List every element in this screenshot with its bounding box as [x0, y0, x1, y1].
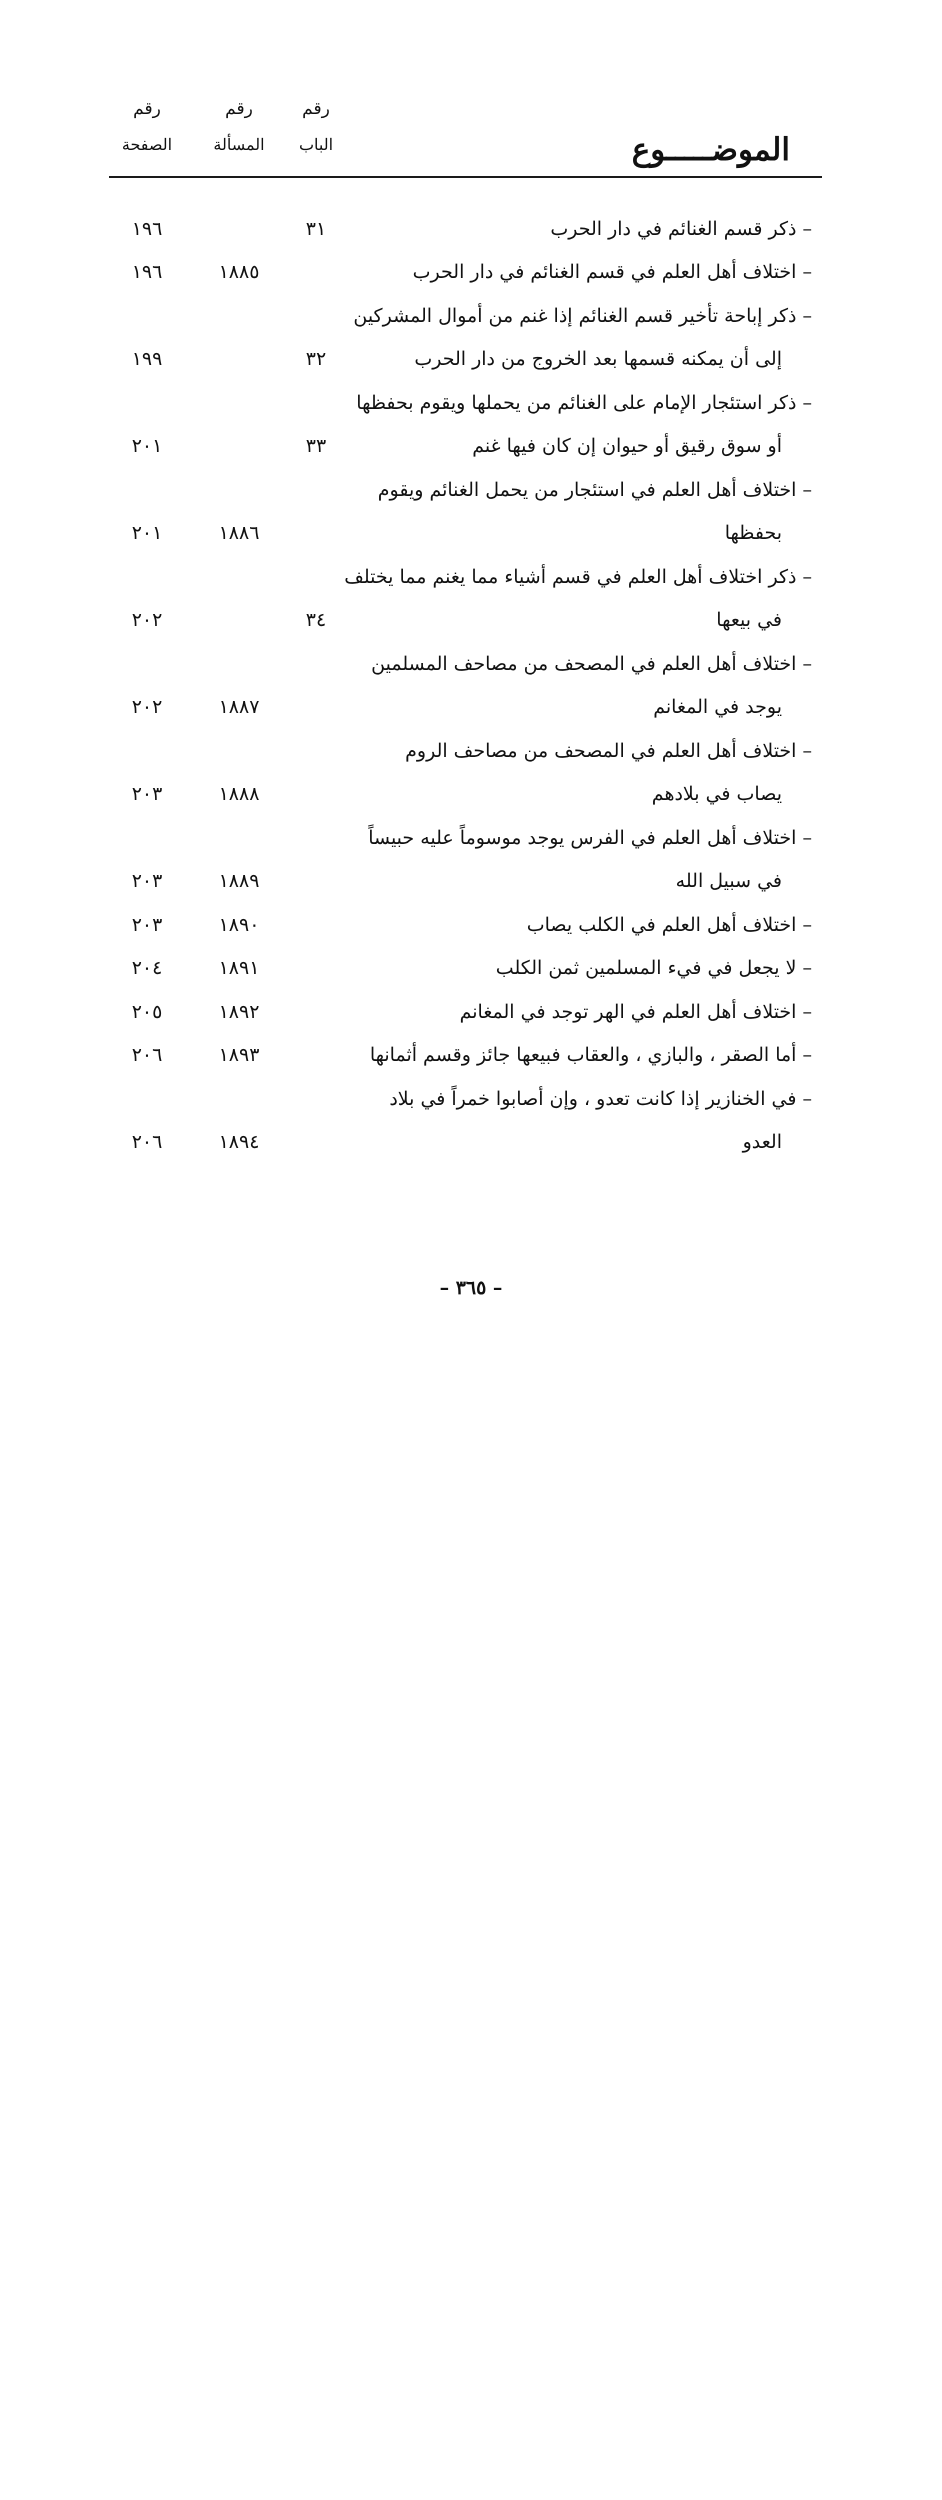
entry-text: – اختلاف أهل العلم في الهر توجد في المغانم — [459, 1001, 812, 1023]
page-number: ٢٠١ — [131, 522, 163, 544]
issue-number: ١٨٨٨ — [218, 783, 260, 805]
entry-text: – اختلاف أهل العلم في الفرس يوجد موسوماً عليه حبيساً — [368, 827, 812, 849]
entry-text: – أما الصقر ، والبازي ، والعقاب فبيعها جائز وقسم أثمانها — [369, 1044, 812, 1066]
page-number: ٢٠٣ — [131, 870, 163, 892]
entry-text: – ذكر اختلاف أهل العلم في قسم أشياء مما يغنم مما يختلف — [344, 566, 812, 588]
table-row — [0, 295, 942, 337]
issue-number: ١٨٩٣ — [218, 1044, 260, 1066]
entry-text: – في الخنازير إذا كانت تعدو ، وإن أصابوا خمراً في بلاد — [389, 1088, 812, 1110]
entry-text: في سبيل الله — [675, 870, 782, 892]
issue-number: ١٨٨٦ — [218, 522, 260, 544]
entry-text: – اختلاف أهل العلم في قسم الغنائم في دار الحرب — [412, 261, 812, 283]
table-row — [0, 730, 942, 772]
page-number: ١٩٦ — [131, 261, 163, 283]
entry-text: العدو — [742, 1131, 782, 1153]
page-number: ٢٠٥ — [131, 1001, 163, 1023]
entry-text: بحفظها — [724, 522, 782, 544]
page-footer-number: – ٣٦٥ – — [439, 1277, 503, 1299]
table-row — [0, 1121, 942, 1163]
table-row — [0, 817, 942, 859]
subject-heading: الموضـــــوع — [631, 132, 790, 168]
entry-text: – لا يجعل في فيء المسلمين ثمن الكلب — [495, 957, 812, 979]
table-row — [0, 860, 942, 902]
issue-number: ١٨٩١ — [218, 957, 260, 979]
header-divider — [109, 176, 822, 178]
header-chapter-bottom: الباب — [298, 135, 334, 154]
page-number: ٢٠٦ — [131, 1131, 163, 1153]
entry-text: – ذكر إباحة تأخير قسم الغنائم إذا غنم من أموال المشركين — [353, 305, 812, 327]
page-number: ٢٠٤ — [131, 957, 163, 979]
chapter-number: ٣٤ — [305, 609, 327, 631]
page-number: ١٩٩ — [131, 348, 163, 370]
entry-text: يوجد في المغانم — [653, 696, 782, 718]
header-chapter-column — [286, 96, 346, 158]
table-row — [0, 425, 942, 467]
entry-text: – اختلاف أهل العلم في المصحف من مصاحف الروم — [405, 740, 812, 762]
table-row — [0, 599, 942, 641]
page-number: ٢٠٢ — [131, 609, 163, 631]
page-number: ٢٠٢ — [131, 696, 163, 718]
table-row — [0, 338, 942, 380]
header-page-column — [112, 96, 182, 158]
table-row — [0, 991, 942, 1033]
page-number: ١٩٦ — [131, 218, 163, 240]
entry-text: يصاب في بلادهم — [651, 783, 782, 805]
header-chapter-top: رقم — [302, 99, 330, 119]
table-row — [0, 1034, 942, 1076]
chapter-number: ٣١ — [305, 218, 327, 240]
issue-number: ١٨٨٧ — [218, 696, 260, 718]
entry-text: – ذكر استئجار الإمام على الغنائم من يحملها ويقوم بحفظها — [356, 392, 812, 414]
table-row — [0, 208, 942, 250]
page-number: ٢٠٦ — [131, 1044, 163, 1066]
table-row — [0, 469, 942, 511]
entry-text: أو سوق رقيق أو حيوان إن كان فيها غنم — [472, 435, 782, 457]
page-number: ٢٠١ — [131, 435, 163, 457]
table-row — [0, 686, 942, 728]
chapter-number: ٣٢ — [305, 348, 327, 370]
issue-number: ١٨٩٠ — [218, 914, 260, 936]
entry-text: – اختلاف أهل العلم في استئجار من يحمل الغنائم ويقوم — [377, 479, 812, 501]
table-row — [0, 643, 942, 685]
header-issue-column — [198, 96, 280, 158]
table-row — [0, 556, 942, 598]
table-row — [0, 904, 942, 946]
chapter-number: ٣٣ — [305, 435, 327, 457]
table-row — [0, 1078, 942, 1120]
table-row — [0, 947, 942, 989]
table-row — [0, 512, 942, 554]
entry-text: إلى أن يمكنه قسمها بعد الخروج من دار الحرب — [414, 348, 782, 370]
issue-number: ١٨٨٥ — [218, 261, 260, 283]
issue-number: ١٨٨٩ — [218, 870, 260, 892]
issue-number: ١٨٩٢ — [218, 1001, 260, 1023]
entry-text: – اختلاف أهل العلم في الكلب يصاب — [526, 914, 812, 936]
page-number: ٢٠٣ — [131, 914, 163, 936]
entry-text: في بيعها — [716, 609, 782, 631]
table-row — [0, 382, 942, 424]
header-page-top: رقم — [133, 99, 161, 119]
page-number: ٢٠٣ — [131, 783, 163, 805]
entry-text: – ذكر قسم الغنائم في دار الحرب — [550, 218, 812, 240]
table-row — [0, 773, 942, 815]
entry-text: – اختلاف أهل العلم في المصحف من مصاحف المسلمين — [371, 653, 812, 675]
issue-number: ١٨٩٤ — [218, 1131, 260, 1153]
header-issue-top: رقم — [225, 99, 253, 119]
header-page-bottom: الصفحة — [121, 135, 173, 154]
table-row — [0, 251, 942, 293]
header-issue-bottom: المسألة — [213, 135, 265, 154]
